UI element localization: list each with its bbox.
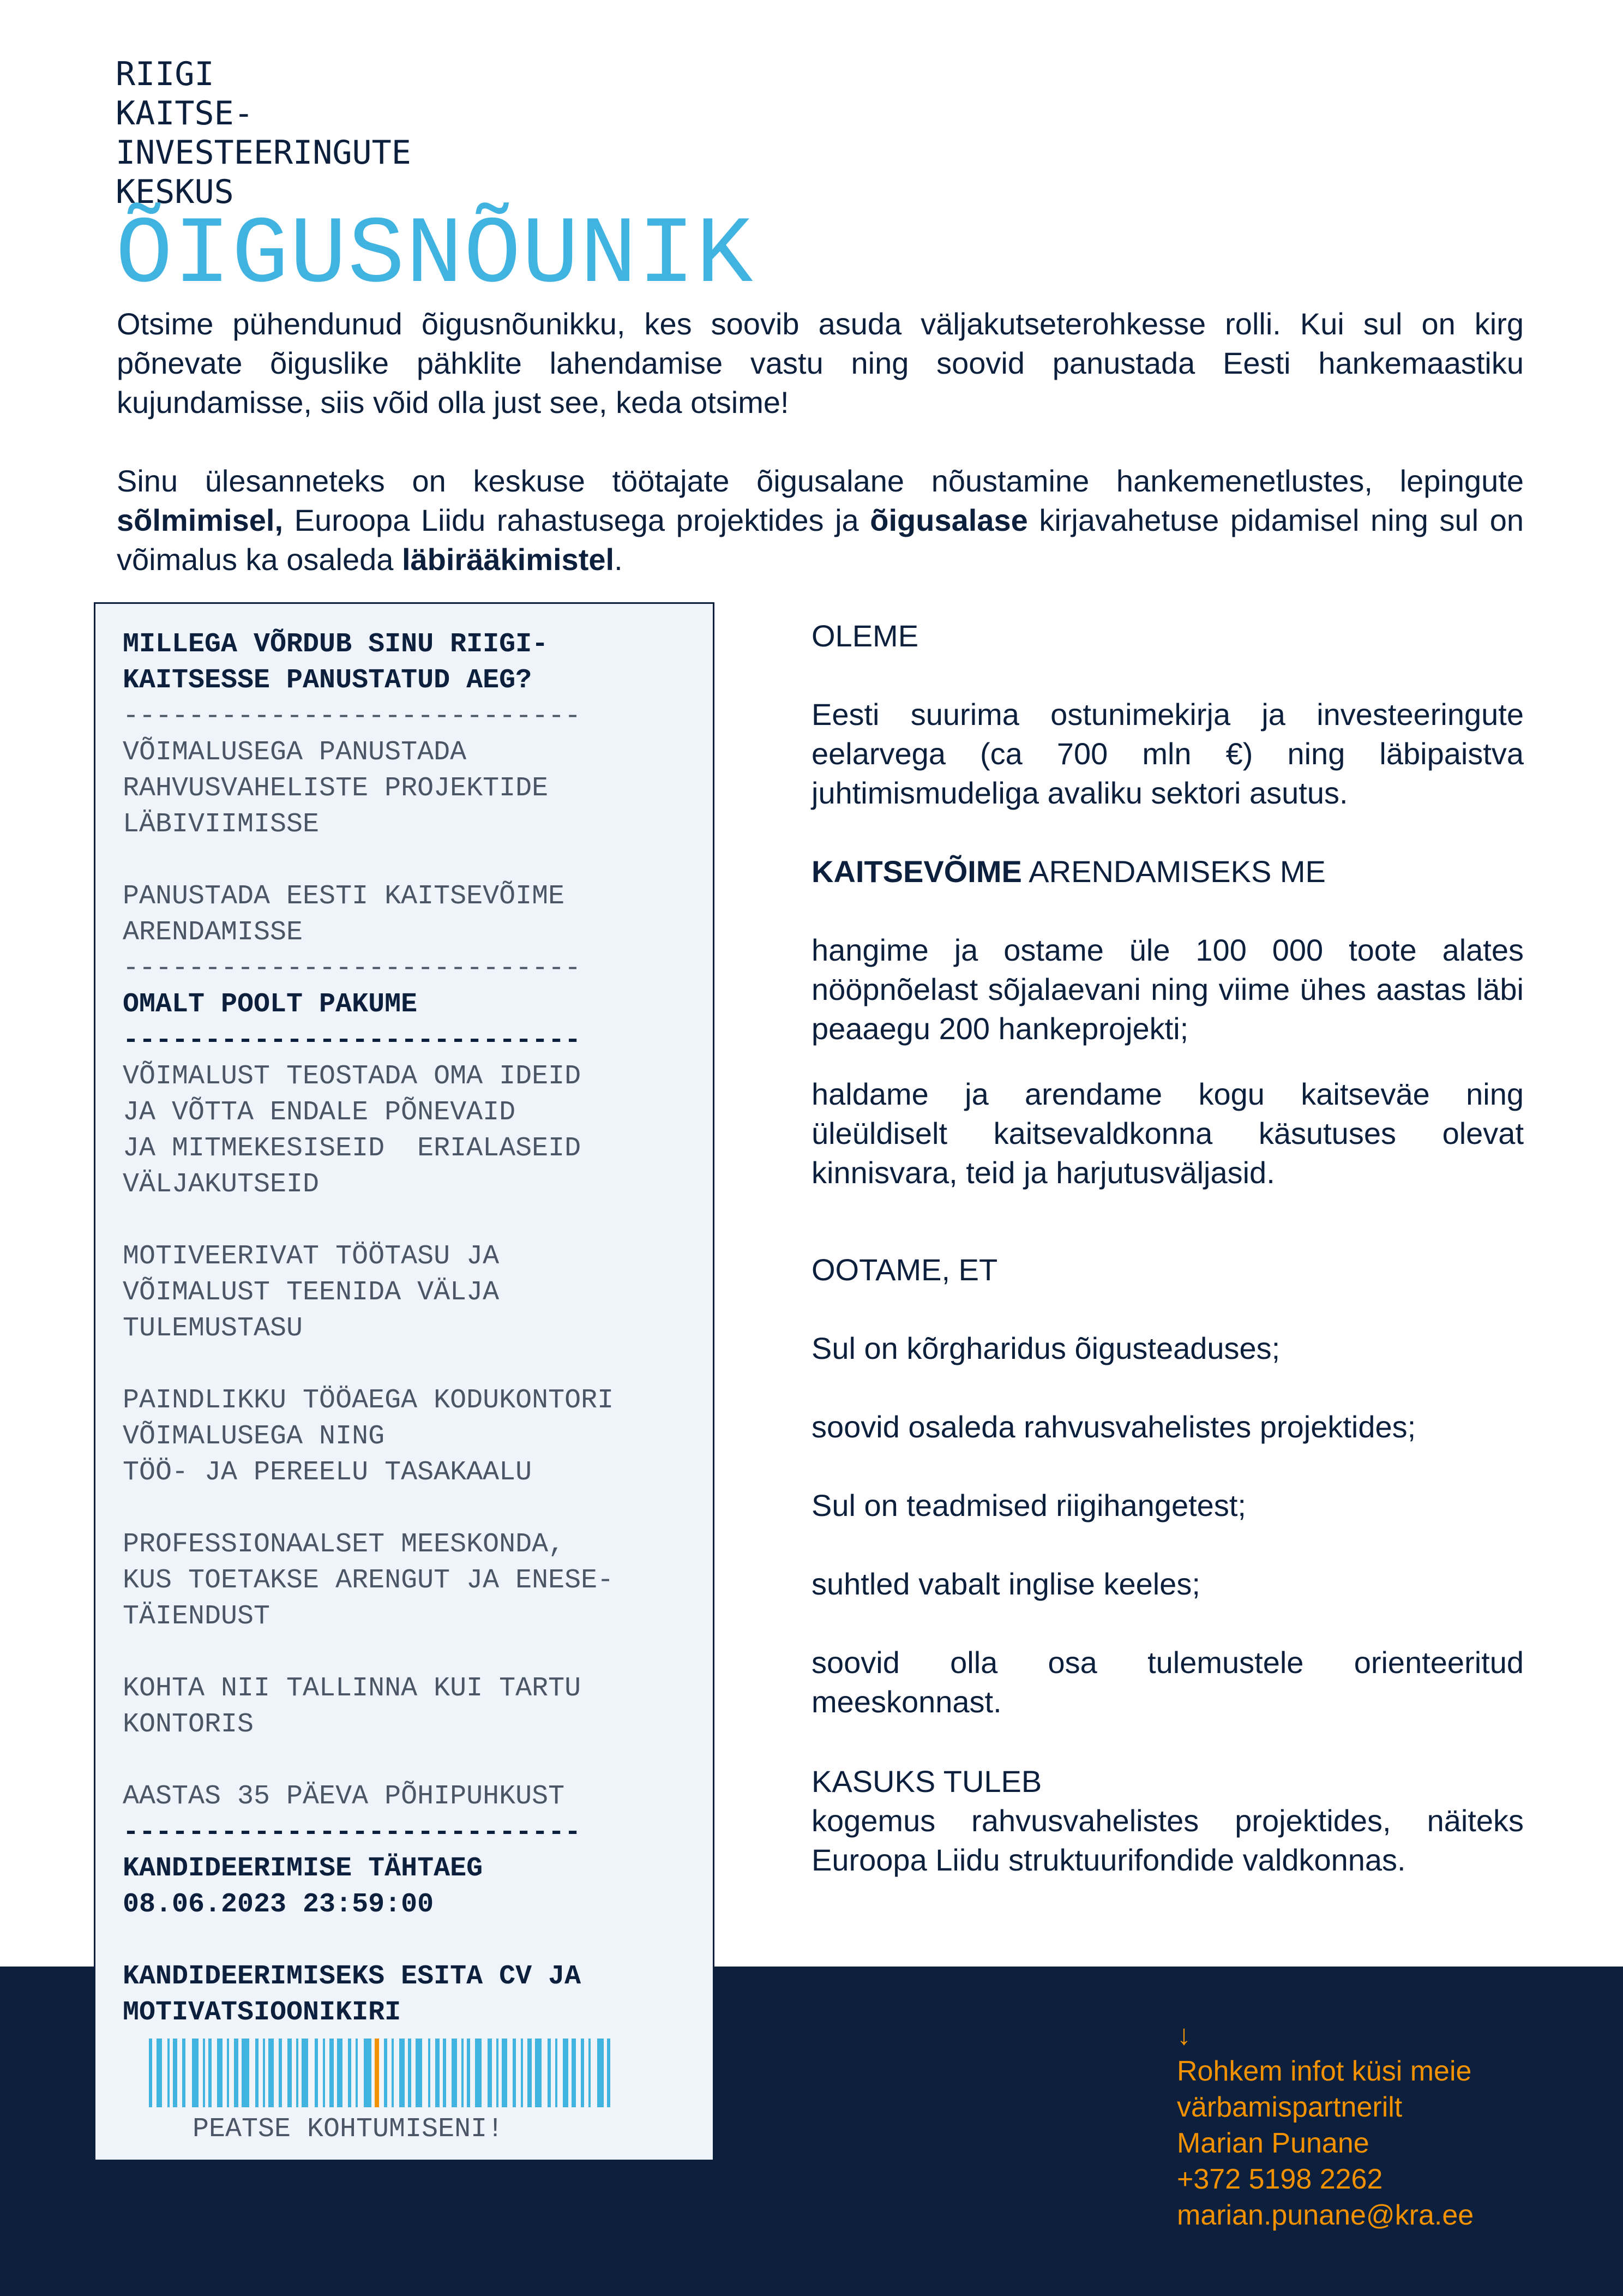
barcode-bar — [323, 2039, 325, 2107]
barcode-bar — [428, 2039, 430, 2107]
barcode-bar — [435, 2039, 440, 2107]
barcode-bar — [348, 2039, 351, 2107]
barcode-bar — [263, 2039, 265, 2107]
barcode-bar — [535, 2039, 542, 2107]
barcode-bar — [203, 2039, 205, 2107]
barcode-bar — [513, 2039, 516, 2107]
receipt-line: KANDIDEERIMISEKS ESITA CV JA — [123, 1961, 581, 1992]
barcode-bar — [356, 2039, 358, 2107]
barcode-bar — [467, 2039, 470, 2107]
heading-bold-part: KAITSEVÕIME — [812, 854, 1022, 889]
intro-paragraph-2 — [117, 461, 1524, 579]
barcode-bar — [192, 2039, 199, 2107]
barcode-bar — [157, 2039, 162, 2107]
barcode-bar — [452, 2039, 457, 2107]
barcode-bar — [488, 2039, 492, 2107]
barcode-bar — [217, 2039, 223, 2107]
barcode-bar — [279, 2039, 282, 2107]
barcode-bar — [502, 2039, 507, 2107]
barcode-bar — [375, 2039, 379, 2107]
receipt-line: 08.06.2023 23:59:00 — [123, 1889, 434, 1920]
section-heading-kasuks: KASUKS TULEB — [812, 1764, 1042, 1799]
receipt-line: PAINDLIKKU TÖÖAEGA KODUKONTORI — [123, 1385, 614, 1416]
barcode-bar — [268, 2039, 274, 2107]
receipt-line: ---------------------------- — [123, 1025, 581, 1056]
receipt-line: AASTAS 35 PÄEVA PÕHIPUHKUST — [123, 1781, 565, 1812]
page-title: ÕIGUSNÕUNIK — [116, 202, 754, 310]
kaitsevoime-paragraph-1: hangime ja ostame üle 100 000 toote alates nööpnõelast sõjalaevani ning viime ühes aastas läbi peaaegu 200 hankeprojekti; — [812, 933, 1524, 1046]
intro-bold-term: läbirääkimistel — [401, 542, 615, 577]
barcode-bar — [149, 2039, 152, 2107]
receipt-line: VÕIMALUST TEENIDA VÄLJA — [123, 1277, 500, 1308]
barcode-bar — [337, 2039, 342, 2107]
contact-line: Rohkem infot küsi meie — [1177, 2055, 1472, 2087]
logo-line: KAITSE- — [116, 94, 254, 133]
receipt-line: MOTIVATSIOONIKIRI — [123, 1997, 401, 2028]
barcode-bar — [607, 2039, 610, 2107]
barcode-bar — [167, 2039, 170, 2107]
receipt-line: VÕIMALUST TEOSTADA OMA IDEID — [123, 1061, 581, 1092]
receipt-closing: PEATSE KOHTUMISENI! — [193, 2114, 504, 2145]
receipt-box — [94, 602, 714, 2161]
requirement-item: soovid olla osa tulemustele orienteeritud meeskonnast. — [812, 1645, 1524, 1719]
barcode-bar — [302, 2039, 308, 2107]
receipt-line: PANUSTADA EESTI KAITSEVÕIME — [123, 881, 565, 912]
receipt-line: KUS TOETAKSE ARENGUT JA ENESE- — [123, 1565, 614, 1596]
barcode-bar — [315, 2039, 318, 2107]
down-arrow-icon: ↓ — [1177, 2019, 1191, 2051]
barcode-bar — [255, 2039, 259, 2107]
barcode-bar — [242, 2039, 249, 2107]
barcode-bar — [563, 2039, 568, 2107]
heading-rest: ARENDAMISEKS ME — [1021, 854, 1326, 889]
intro-text-segment: Sinu ülesanneteks on keskuse töötajate õigusalane nõustamine hankemenetlustes, lepingute — [117, 464, 1524, 498]
receipt-line: MILLEGA VÕRDUB SINU RIIGI- — [123, 629, 549, 660]
barcode-bar — [572, 2039, 576, 2107]
barcode-bar — [287, 2039, 292, 2107]
contact-phone[interactable]: +372 5198 2262 — [1177, 2163, 1383, 2195]
logo — [116, 55, 411, 212]
barcode-bar — [329, 2039, 334, 2107]
barcode-bar — [496, 2039, 498, 2107]
barcode-bar — [408, 2039, 411, 2107]
barcode-bar — [597, 2039, 604, 2107]
receipt-line: JA MITMEKESISEID ERIALASEID — [123, 1133, 581, 1164]
intro-bold-term: õigusalase — [870, 503, 1028, 537]
receipt-line: ARENDAMISSE — [123, 917, 303, 948]
receipt-line: KONTORIS — [123, 1709, 254, 1740]
receipt-line: ---------------------------- — [123, 953, 581, 984]
requirement-item: soovid osaleda rahvusvahelistes projektides; — [812, 1410, 1416, 1444]
receipt-line: KOHTA NII TALLINNA KUI TARTU — [123, 1673, 581, 1704]
requirement-item: Sul on teadmised riigihangetest; — [812, 1488, 1246, 1522]
intro-text-segment: . — [614, 542, 623, 577]
receipt-line: LÄBIVIIMISSE — [123, 809, 320, 840]
receipt-line: VÄLJAKUTSEID — [123, 1169, 320, 1200]
barcode-bar — [399, 2039, 405, 2107]
contact-block — [1177, 2017, 1474, 2233]
kasuks-paragraph: kogemus rahvusvahelistes projektides, näiteks Euroopa Liidu struktuurifondide valdkonnas. — [812, 1803, 1524, 1877]
receipt-line: ---------------------------- — [123, 701, 581, 732]
receipt-line: RAHVUSVAHELISTE PROJEKTIDE — [123, 773, 549, 804]
section-heading-oleme: OLEME — [812, 619, 919, 653]
section-heading-ootame: OOTAME, ET — [812, 1252, 998, 1287]
barcode-bar — [392, 2039, 394, 2107]
intro-text-segment: kirjavahetuse pidamisel ning sul on võimalus ka osaleda — [117, 503, 1524, 577]
barcode-bar — [173, 2039, 177, 2107]
logo-line: KESKUS — [116, 173, 234, 211]
receipt-line: VÕIMALUSEGA PANUSTADA — [123, 737, 467, 768]
oleme-paragraph: Eesti suurima ostunimekirja ja investeeringute eelarvega (ca 700 mln €) ning läbipaistva juhtimismudeliga avaliku sektori asutus. — [812, 697, 1524, 810]
receipt-line: TÖÖ- JA PEREELU TASAKAALU — [123, 1457, 532, 1488]
barcode-bar — [461, 2039, 464, 2107]
requirement-item: suhtled vabalt inglise keeles; — [812, 1567, 1200, 1601]
receipt-line: TÄIENDUST — [123, 1601, 270, 1632]
barcode-bar — [548, 2039, 551, 2107]
contact-line: värbamispartnerilt — [1177, 2091, 1403, 2123]
receipt-line: MOTIVEERIVAT TÖÖTASU JA — [123, 1241, 500, 1272]
receipt-line: TULEMUSTASU — [123, 1313, 303, 1344]
logo-line: INVESTEERINGUTE — [116, 134, 411, 172]
receipt-line: ---------------------------- — [123, 1817, 581, 1848]
receipt-line: VÕIMALUSEGA NING — [123, 1421, 385, 1452]
barcode-bar — [296, 2039, 298, 2107]
receipt-line: PROFESSIONAALSET MEESKONDA, — [123, 1529, 565, 1560]
barcode-bar — [234, 2039, 238, 2107]
intro-paragraph-1: Otsime pühendunud õigusnõunikku, kes soovib asuda väljakutseterohkesse rolli. Kui sul on kirg põnevate õiguslike pähklite lahendamise vastu ning soovid panustada Eesti hankemaastiku kujundamisse, siis võid olla just see, keda otsime! — [117, 307, 1524, 419]
barcode-bar — [521, 2039, 523, 2107]
contact-name: Marian Punane — [1177, 2127, 1369, 2159]
barcode-bar — [364, 2039, 371, 2107]
barcode-bar — [588, 2039, 591, 2107]
receipt-line: JA VÕTTA ENDALE PÕNEVAID — [123, 1097, 516, 1128]
barcode-bar — [208, 2039, 212, 2107]
receipt-line: KAITSESSE PANUSTATUD AEG? — [123, 665, 532, 696]
kaitsevoime-paragraph-2: haldame ja arendame kogu kaitseväe ning üleüldiselt kaitsevaldkonna käsutuses olevat kinnisvara, teid ja harjutusväljasid. — [812, 1077, 1524, 1190]
requirement-item: Sul on kõrgharidus õigusteaduses; — [812, 1331, 1281, 1365]
section-heading-kaitsevoime — [812, 852, 1524, 891]
intro-bold-term: sõlmimisel, — [117, 503, 284, 537]
barcode-bar — [475, 2039, 482, 2107]
barcode-bar — [555, 2039, 557, 2107]
barcode-bar — [384, 2039, 387, 2107]
contact-email[interactable]: marian.punane@kra.ee — [1177, 2199, 1474, 2231]
barcode-bar — [527, 2039, 532, 2107]
intro-text-segment: Euroopa Liidu rahastusega projektides ja — [283, 503, 870, 537]
barcode-bar — [182, 2039, 185, 2107]
barcode-bar — [581, 2039, 584, 2107]
barcode-bar — [227, 2039, 229, 2107]
receipt-line: OMALT POOLT PAKUME — [123, 989, 418, 1020]
barcode-bar — [416, 2039, 422, 2107]
receipt-line: KANDIDEERIMISE TÄHTAEG — [123, 1853, 483, 1884]
barcode-image — [149, 2039, 619, 2107]
logo-line: RIIGI — [116, 55, 214, 93]
barcode-bar — [443, 2039, 446, 2107]
